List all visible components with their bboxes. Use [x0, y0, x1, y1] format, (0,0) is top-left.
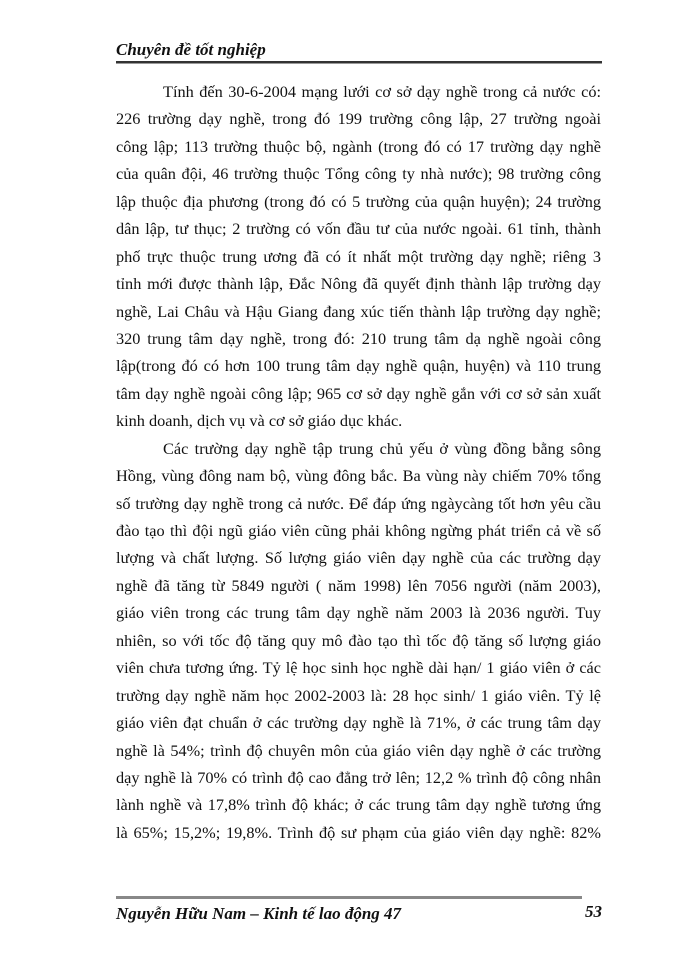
text-line: lập thuộc địa phương (trong đó có 5 trường của quận huyện); 24 trường: [116, 191, 601, 211]
document-body: [116, 78, 601, 846]
text-line: nghề, Lai Châu và Hậu Giang đang xúc tiến thành lập trường dạy nghề;: [116, 301, 601, 321]
text-line: lập(trong đó có hơn 100 trung tâm dạy nghề quận, huyện) và 110 trung: [116, 356, 601, 376]
text-line: 226 trường dạy nghề, trong đó 199 trường công lập, 27 trường ngoài: [116, 109, 601, 129]
header-divider: [116, 61, 602, 64]
footer-author: Nguyễn Hữu Nam – Kinh tế lao động 47: [116, 904, 402, 923]
text-line: công lập; 113 trường thuộc bộ, ngành (trong đó có 17 trường dạy nghề: [116, 136, 601, 156]
paragraph: [116, 435, 601, 847]
text-line: dạy nghề là 70% có trình độ cao đẳng trở lên; 12,2 % trình độ công nhân: [116, 767, 601, 787]
text-line: dân lập, tư thục; 2 trường có vốn đầu tư của nước ngoài. 61 tỉnh, thành: [116, 219, 601, 239]
text-line: lượng và chất lượng. Số lượng giáo viên dạy nghề của các trường dạy: [116, 548, 601, 568]
text-line: viên chưa tương ứng. Tỷ lệ học sinh học nghề dài hạn/ 1 giáo viên ở các: [116, 658, 601, 678]
text-line: nghề đã tăng từ 5849 người ( năm 1998) lên 7056 người (năm 2003),: [116, 575, 601, 595]
text-line: Các trường dạy nghề tập trung chủ yếu ở vùng đồng bằng sông: [163, 438, 601, 458]
text-line: 320 trung tâm dạy nghề, trong đó: 210 trung tâm dạ nghề ngoài công: [116, 328, 601, 348]
text-line: là 65%; 15,2%; 19,8%. Trình độ sư phạm của giáo viên dạy nghề: 82%: [116, 822, 601, 842]
paragraph: [116, 78, 601, 435]
page-number: 53: [585, 902, 602, 921]
text-line: nhiên, so với tốc độ tăng quy mô đào tạo thì tốc độ tăng số lượng giáo: [116, 630, 601, 650]
text-line: đào tạo thì đội ngũ giáo viên cũng phải không ngừng phát triển cả về số: [116, 521, 601, 540]
text-line: lành nghề và 17,8% trình độ khác; ở các trung tâm dạy nghề tương ứng: [116, 795, 601, 815]
text-line: Tính đến 30-6-2004 mạng lưới cơ sở dạy nghề trong cả nước có:: [163, 82, 601, 101]
document-header-title: Chuyên đề tốt nghiệp: [116, 40, 266, 59]
text-line: kinh doanh, dịch vụ và cơ sở giáo dục khác.: [116, 411, 403, 431]
text-line: Hồng, vùng đông nam bộ, vùng đông bắc. Ba vùng này chiếm 70% tổng: [116, 466, 601, 486]
footer-divider: [116, 896, 582, 899]
text-line: tỉnh mới được thành lập, Đắc Nông đã quyết định thành lập trường dạy: [116, 274, 601, 294]
text-line: của quân đội, 46 trường thuộc Tổng công ty nhà nước); 98 trường công: [116, 164, 601, 184]
text-line: giáo viên trong các trung tâm dạy nghề năm 2003 là 2036 người. Tuy: [116, 603, 601, 623]
text-line: tâm dạy nghề ngoài công lập; 965 cơ sở dạy nghề gắn với cơ sở sản xuất: [116, 383, 601, 403]
text-line: trường dạy nghề năm học 2002-2003 là: 28 học sinh/ 1 giáo viên. Tỷ lệ: [116, 685, 601, 705]
text-line: phố trực thuộc trung ương đã có ít nhất một trường dạy nghề; riêng 3: [116, 246, 601, 266]
text-line: nghề là 54%; trình độ chuyên môn của giáo viên dạy nghề ở các trường: [116, 740, 601, 760]
text-line: giáo viên đạt chuẩn ở các trường dạy nghề là 71%, ở các trung tâm dạy: [116, 713, 601, 733]
text-line: số trường dạy nghề trong cả nước. Để đáp ứng ngàycàng tốt hơn yêu cầu: [116, 493, 601, 513]
